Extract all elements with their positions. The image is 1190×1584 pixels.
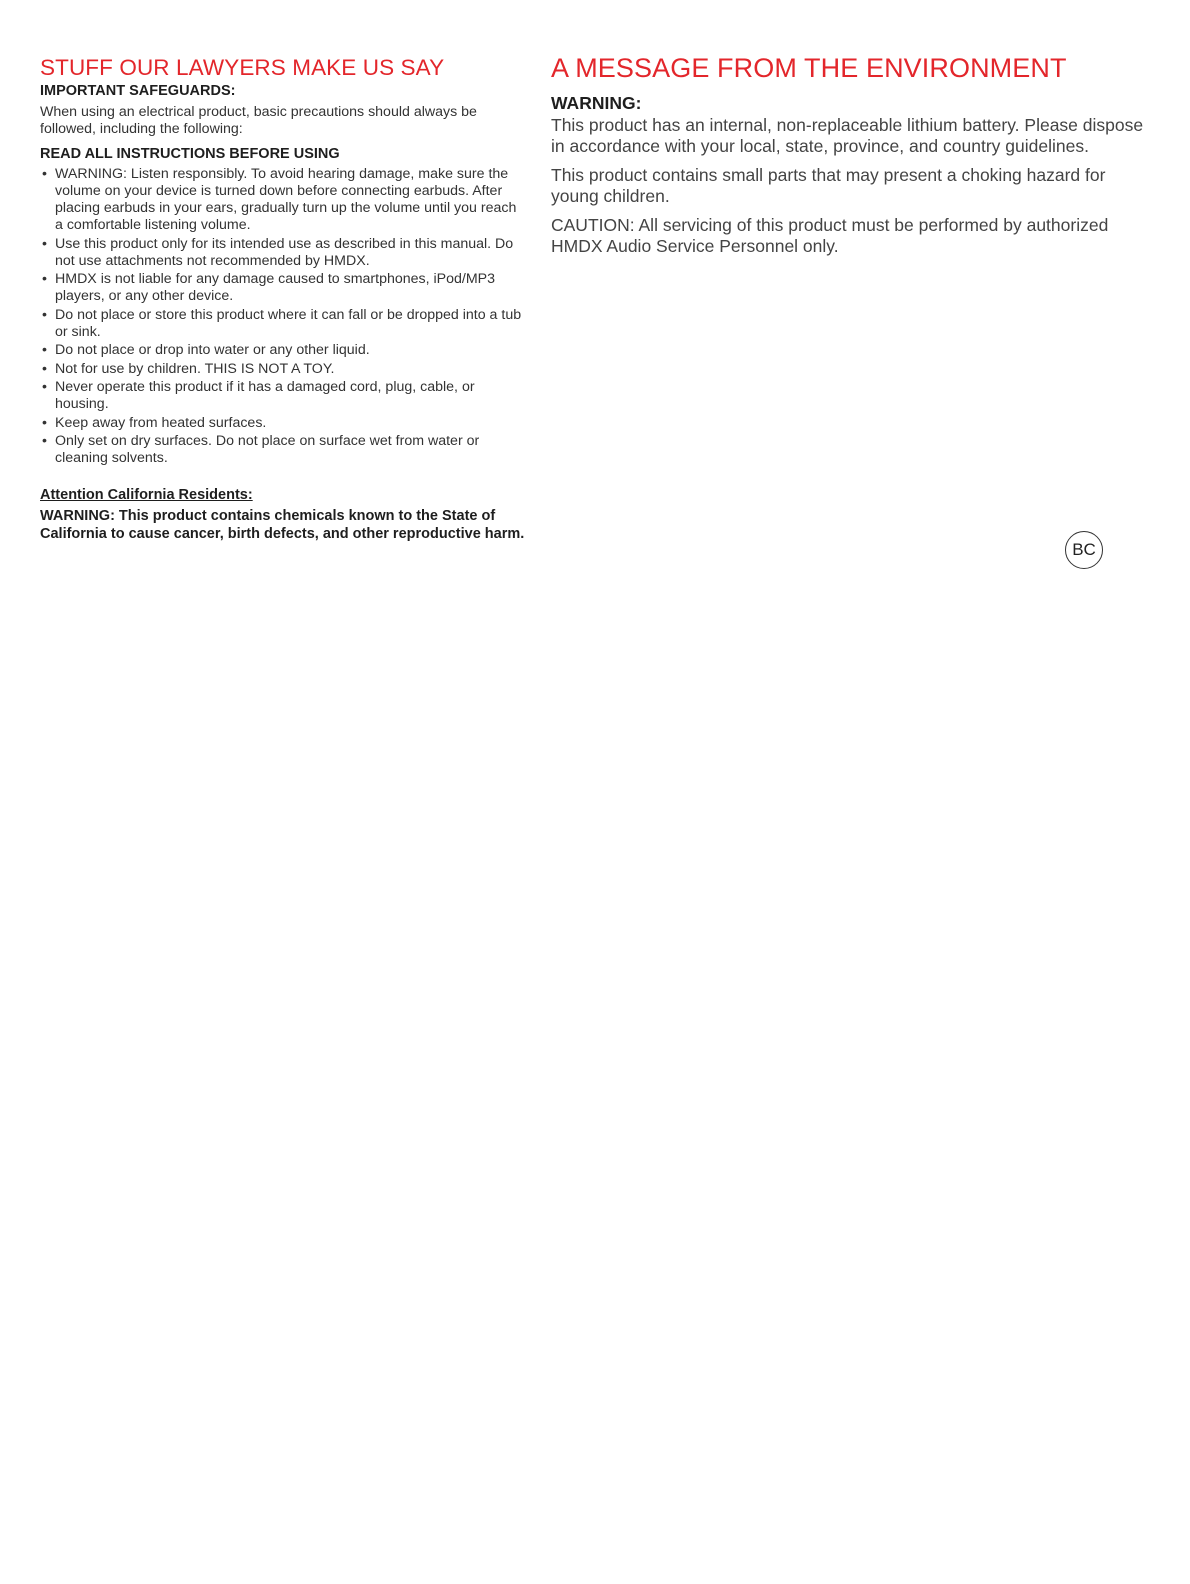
safety-rule: • WARNING: Listen responsibly. To avoid hearing damage, make sure the volume on your device is turned down before connecting earbuds. After placing earbuds in your ears, gradually turn up the volume until you reach a comfortable listening volume. xyxy=(42,166,517,233)
servicing-paragraph: CAUTION: All servicing of this product must be performed by authorized HMDX Audio Service Personnel only. xyxy=(551,215,1109,256)
bullet-icon: • xyxy=(42,342,47,358)
california-warning: WARNING: This product contains chemicals known to the State of California to cause cancer, birth defects, and other reproductive harm. xyxy=(40,508,525,542)
safety-rule: • Do not place or store this product where it can fall or be dropped into a tub or sink. xyxy=(42,306,522,340)
safety-rules-list xyxy=(40,166,525,467)
environment-title: A MESSAGE FROM THE ENVIRONMENT xyxy=(551,53,1067,83)
bullet-icon: • xyxy=(42,166,47,182)
left-column xyxy=(40,54,525,543)
bullet-icon: • xyxy=(42,414,47,431)
safety-rule: • Not for use by children. THIS IS NOT A TOY. xyxy=(42,360,335,377)
safety-rule: • Never operate this product if it has a damaged cord, plug, cable, or housing. xyxy=(42,379,475,412)
bullet-icon: • xyxy=(42,306,47,323)
bullet-icon: • xyxy=(42,235,47,252)
battery-paragraph: This product has an internal, non-replaceable lithium battery. Please dispose in accordance with your local, state, province, and country guidelines. xyxy=(551,115,1144,156)
bullet-icon: • xyxy=(42,271,47,287)
bullet-icon: • xyxy=(42,433,47,449)
california-heading: Attention California Residents: xyxy=(40,487,253,503)
right-column xyxy=(551,52,1151,265)
safeguards-text: When using an electrical product, basic precautions should always be followed, including the following: xyxy=(40,104,477,137)
bc-compliance-icon: BC xyxy=(1065,531,1103,569)
lawyers-title: STUFF OUR LAWYERS MAKE US SAY xyxy=(40,55,445,80)
safety-rule: • Only set on dry surfaces. Do not place on surface wet from water or cleaning solvents. xyxy=(42,433,480,466)
safety-rule: • Use this product only for its intended use as described in this manual. Do not use attachments not recommended by HMDX. xyxy=(42,235,514,269)
bullet-icon: • xyxy=(42,360,47,377)
choking-paragraph: This product contains small parts that may present a choking hazard for young children. xyxy=(551,165,1106,206)
safeguards-heading: IMPORTANT SAFEGUARDS: xyxy=(40,83,236,99)
safety-rule: • HMDX is not liable for any damage caused to smartphones, iPod/MP3 players, or any other device. xyxy=(42,271,496,304)
bullet-icon: • xyxy=(42,379,47,395)
warning-heading: WARNING: xyxy=(551,93,642,113)
safety-rule: • Keep away from heated surfaces. xyxy=(42,414,267,431)
instructions-heading: READ ALL INSTRUCTIONS BEFORE USING xyxy=(40,146,340,162)
safety-rule: • Do not place or drop into water or any other liquid. xyxy=(42,342,370,358)
